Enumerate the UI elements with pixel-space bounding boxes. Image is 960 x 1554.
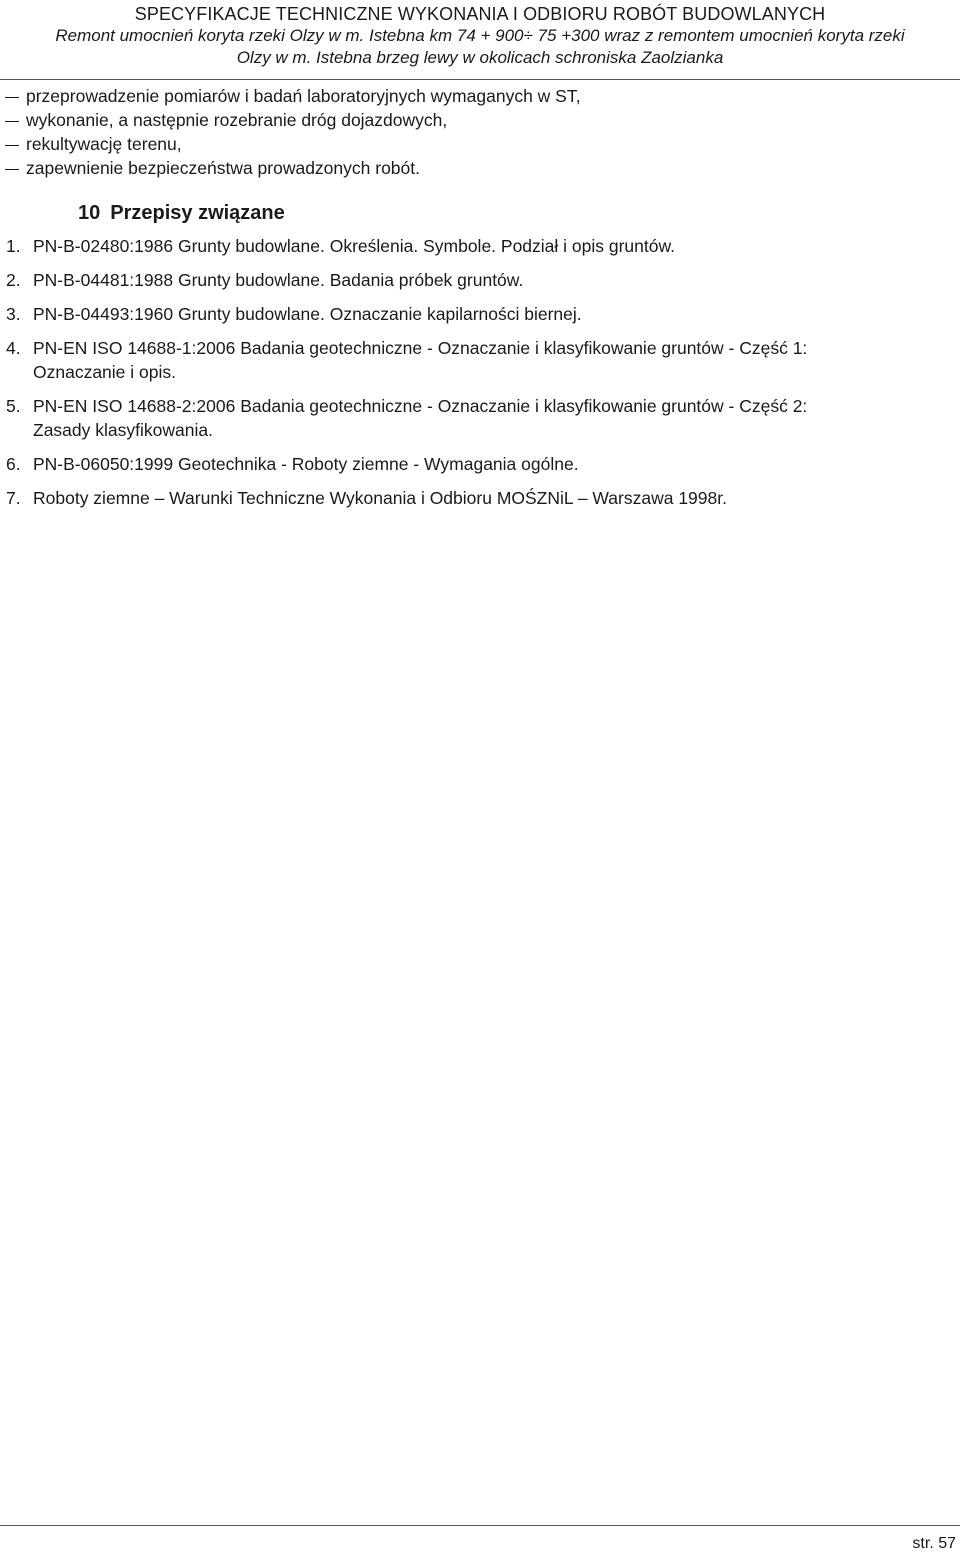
section-number: 10 (78, 202, 101, 224)
section-title: Przepisy związane (110, 202, 285, 224)
reference-text: Roboty ziemne – Warunki Techniczne Wykonania i Odbioru MOŚZNiL – Warszawa 1998r. (33, 488, 727, 508)
reference-item (0, 394, 960, 442)
reference-text: PN-B-04481:1988 Grunty budowlane. Badania próbek gruntów. (33, 270, 524, 290)
reference-text: PN-B-06050:1999 Geotechnika - Roboty ziemne - Wymagania ogólne. (33, 454, 579, 474)
reference-number: 1. (6, 236, 21, 256)
reference-number: 5. (6, 396, 21, 416)
page-content (0, 84, 960, 508)
reference-text: PN-EN ISO 14688-1:2006 Badania geotechniczne - Oznaczanie i klasyfikowanie gruntów - Część 1: (33, 338, 808, 358)
header-divider (0, 79, 960, 80)
reference-item (0, 486, 960, 510)
list-item-text: wykonanie, a następnie rozebranie dróg dojazdowych, (26, 110, 448, 130)
page-header (0, 0, 960, 69)
list-item (0, 156, 960, 180)
project-subtitle-line-2: Olzy w m. Istebna brzeg lewy w okolicach schroniska Zaolzianka (236, 48, 724, 67)
reference-number: 4. (6, 338, 21, 358)
reference-text-continued: Oznaczanie i opis. (33, 362, 176, 382)
dash-icon (5, 145, 19, 146)
reference-text: PN-B-04493:1960 Grunty budowlane. Oznaczanie kapilarności biernej. (33, 304, 582, 324)
dash-icon (5, 169, 19, 170)
reference-number: 3. (6, 304, 21, 324)
references-list (0, 234, 960, 520)
reference-item (0, 336, 960, 384)
list-item-text: rekultywację terenu, (26, 134, 182, 154)
list-item-text: zapewnienie bezpieczeństwa prowadzonych robót. (26, 158, 420, 178)
dash-icon (5, 121, 19, 122)
list-item (0, 108, 960, 132)
page-number: str. 57 (912, 1535, 956, 1552)
list-item (0, 132, 960, 156)
dash-icon (5, 97, 19, 98)
reference-number: 6. (6, 454, 21, 474)
reference-item (0, 302, 960, 326)
reference-number: 7. (6, 488, 21, 508)
list-item-text: przeprowadzenie pomiarów i badań laboratoryjnych wymaganych w ST, (26, 86, 581, 106)
footer-divider (0, 1525, 960, 1526)
reference-item (0, 268, 960, 292)
reference-text: PN-B-02480:1986 Grunty budowlane. Określenia. Symbole. Podział i opis gruntów. (33, 236, 676, 256)
list-item (0, 84, 960, 108)
section-heading (78, 202, 285, 225)
reference-number: 2. (6, 270, 21, 290)
reference-text-continued: Zasady klasyfikowania. (33, 420, 213, 440)
project-subtitle-line-1: Remont umocnień koryta rzeki Olzy w m. Istebna km 74 + 900÷ 75 +300 wraz z remontem umocnień koryta rzeki (55, 26, 905, 45)
reference-text: PN-EN ISO 14688-2:2006 Badania geotechniczne - Oznaczanie i klasyfikowanie gruntów - Część 2: (33, 396, 808, 416)
reference-item (0, 234, 960, 258)
dash-list (0, 84, 960, 180)
reference-item (0, 452, 960, 476)
document-title: SPECYFIKACJE TECHNICZNE WYKONANIA I ODBIORU ROBÓT BUDOWLANYCH (134, 4, 826, 24)
